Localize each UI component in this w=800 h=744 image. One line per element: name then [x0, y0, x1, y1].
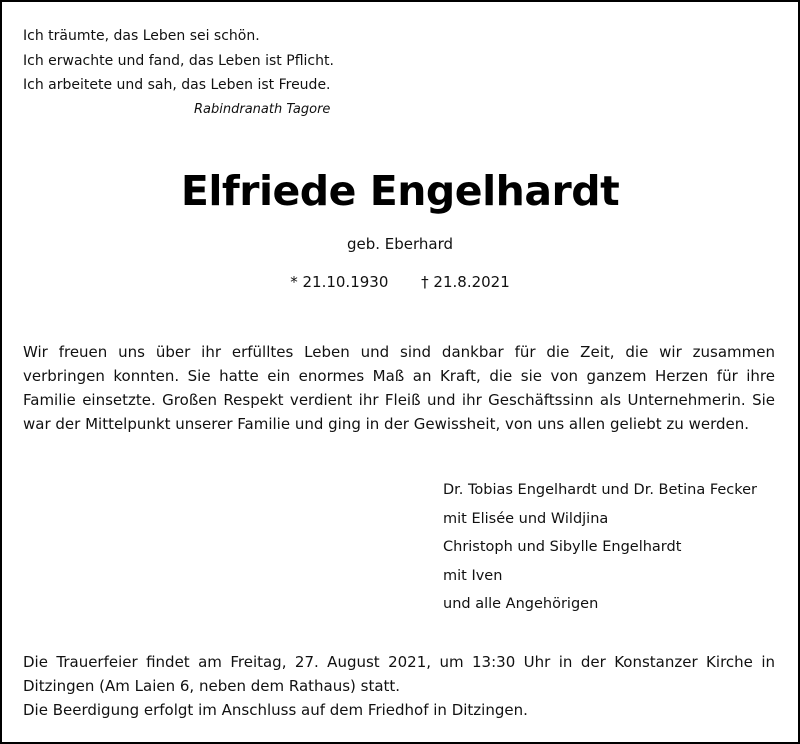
tribute-line: Familie einsetzte. Großen Respekt verdient ihr Fleiß und ihr Geschäftssinn als Unternehmerin. Sie: [23, 391, 775, 409]
tribute-line: war der Mittelpunkt unserer Familie und ging in der Gewissheit, von uns allen geliebt zu werden.: [23, 415, 749, 433]
funeral-info: [23, 650, 775, 722]
quote-line: Ich arbeitete und sah, das Leben ist Freude.: [23, 77, 331, 93]
funeral-line: Die Trauerfeier findet am Freitag, 27. August 2021, um 13:30 Uhr in der Konstanzer Kirche in: [23, 653, 775, 671]
tribute-line: verbringen konnten. Sie hatte ein enormes Maß an Kraft, die sie von ganzem Herzen für ihre: [23, 367, 775, 385]
birth-date: * 21.10.1930: [290, 273, 389, 291]
quote-author: Rabindranath Tagore: [194, 102, 331, 117]
mourner: mit Iven: [443, 567, 503, 584]
deceased-name: Elfriede Engelhardt: [180, 167, 620, 215]
epigraph-quote: [23, 24, 334, 98]
tribute-text: [23, 340, 775, 436]
quote-line: Ich erwachte und fand, das Leben ist Pflicht.: [23, 52, 334, 69]
mourners-list: [443, 476, 757, 619]
mourner: mit Elisée und Wildjina: [443, 510, 609, 527]
quote-line: Ich träumte, das Leben sei schön.: [23, 28, 260, 44]
funeral-line: Ditzingen (Am Laien 6, neben dem Rathaus) statt.: [23, 677, 401, 695]
birth-name: geb. Eberhard: [346, 235, 454, 253]
mourner: und alle Angehörigen: [443, 596, 599, 612]
life-dates: [2, 273, 798, 291]
mourner: Dr. Tobias Engelhardt und Dr. Betina Fecker: [443, 482, 758, 498]
tribute-line: Wir freuen uns über ihr erfülltes Leben und sind dankbar für die Zeit, die wir zusammen: [23, 343, 775, 361]
mourner: Christoph und Sibylle Engelhardt: [443, 539, 682, 555]
death-date: † 21.8.2021: [421, 273, 510, 291]
funeral-line: Die Beerdigung erfolgt im Anschluss auf dem Friedhof in Ditzingen.: [23, 701, 528, 719]
